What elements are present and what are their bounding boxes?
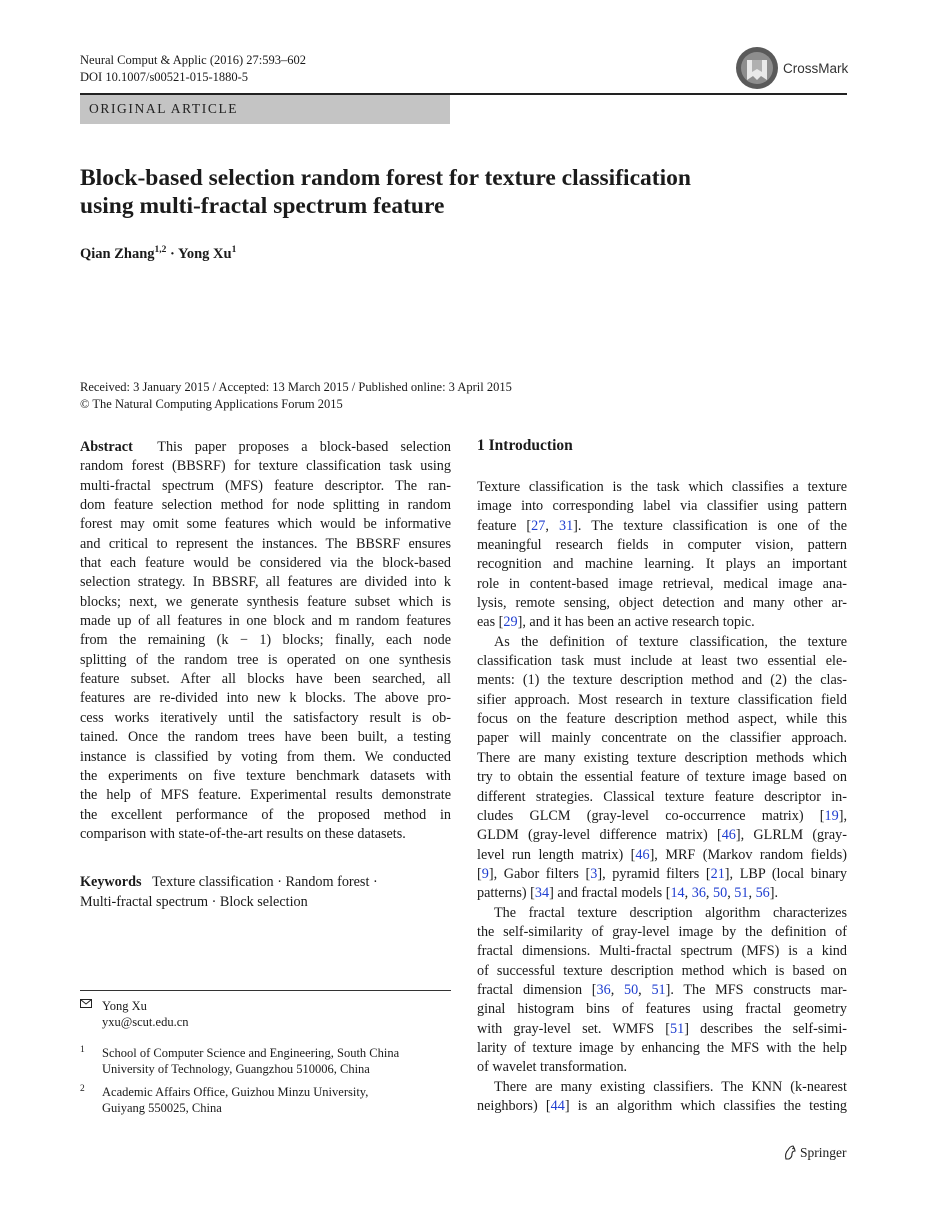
abstract-line: comparison with state-of-the-art results on these datasets. bbox=[80, 825, 406, 842]
citation-link[interactable]: 19 bbox=[824, 807, 839, 824]
author-name[interactable]: Qian Zhang bbox=[80, 245, 155, 262]
abstract-line: instance is classified by voting from them. We conducted bbox=[80, 748, 451, 765]
title-line-1: Block-based selection random forest for texture classification bbox=[80, 165, 691, 191]
citation-link[interactable]: 50 bbox=[623, 981, 639, 998]
citation-link[interactable]: 21 bbox=[710, 865, 725, 882]
footnote-rule bbox=[80, 990, 451, 991]
abstract bbox=[80, 438, 451, 844]
corresponding-email[interactable]: yxu@scut.edu.cn bbox=[102, 1015, 189, 1029]
body-line: paper will mainly concentrate on the classifier approach. bbox=[477, 730, 847, 747]
crossmark-badge[interactable] bbox=[735, 46, 855, 90]
body-line: larity of texture image by enhancing the MFS with the help bbox=[477, 1039, 847, 1056]
publication-dates bbox=[80, 379, 512, 413]
body-line: lysis, remote sensing, object detection and many other ar- bbox=[477, 595, 847, 612]
body-line: image into corresponding label via classifier using pattern bbox=[477, 498, 847, 515]
body-line: Texture classification is the task which classifies a texture bbox=[477, 479, 847, 495]
paper-title bbox=[80, 164, 850, 220]
body-line: try to obtain the essential feature of texture image based on bbox=[477, 769, 847, 786]
body-line: of wavelet transformation. bbox=[477, 1059, 628, 1076]
citation-link[interactable]: 50 bbox=[713, 885, 728, 902]
citation-link[interactable]: 56 bbox=[755, 885, 770, 902]
citation-link[interactable]: 31 bbox=[558, 517, 574, 534]
affiliation-number: 1 bbox=[80, 1045, 85, 1055]
body-line: GLDM (gray-level difference matrix) [46], GLRLM (gray- bbox=[477, 827, 847, 844]
doi[interactable]: DOI 10.1007/s00521-015-1880-5 bbox=[80, 70, 249, 84]
body-line: of successful texture description method which is based on bbox=[477, 962, 847, 979]
body-line: There are many existing texture description methods which bbox=[477, 749, 847, 766]
article-type-banner bbox=[80, 95, 450, 124]
citation-link[interactable]: 44 bbox=[550, 1098, 565, 1114]
affiliation-line: School of Computer Science and Engineering, South China bbox=[102, 1046, 400, 1060]
body-line: patterns) [34] and fractal models [14, 36, 50, 51, 56]. bbox=[477, 885, 779, 902]
affiliation-line: University of Technology, Guangzhou 510006, China bbox=[102, 1062, 370, 1076]
citation-link[interactable]: 3 bbox=[590, 865, 598, 882]
keywords-label: Keywords bbox=[80, 874, 142, 890]
body-line: [9], Gabor filters [3], pyramid filters [21], LBP (local binary bbox=[477, 865, 847, 882]
citation-link[interactable]: 36 bbox=[596, 981, 611, 998]
body-line: cludes GLCM (gray-level co-occurrence matrix) [19], bbox=[477, 807, 847, 824]
abstract-line: made up of all features in one block and m random features bbox=[80, 613, 451, 630]
abstract-label: Abstract bbox=[80, 439, 133, 455]
abstract-line: feature subset. After all blocks have been searched, all bbox=[80, 671, 451, 688]
author-list bbox=[80, 245, 236, 263]
body-line: different strategies. Classical texture feature descriptor in- bbox=[477, 788, 847, 805]
body-line: As the definition of texture classification, the texture bbox=[494, 633, 847, 650]
body-line: meaningful research fields in computer vision, pattern bbox=[477, 537, 847, 554]
springer-horse-icon bbox=[783, 1145, 797, 1160]
publisher-name: Springer bbox=[800, 1145, 847, 1160]
author-affiliation-marker: 1 bbox=[231, 245, 237, 255]
history-dates: Received: 3 January 2015 / Accepted: 13 March 2015 / Published online: 3 April 2015 bbox=[80, 380, 512, 394]
keywords-line-2: Multi-fractal spectrum · Block selection bbox=[80, 893, 308, 910]
body-line: fractal dimension [36, 50, 51]. The MFS constructs mar- bbox=[477, 981, 848, 998]
body-line: focus on the feature description method aspect, while this bbox=[477, 711, 847, 728]
abstract-line: features are re-divided into new k blocks. The above pro- bbox=[80, 690, 451, 707]
body-line: eas [29], and it has been an active research topic. bbox=[477, 614, 755, 631]
body-line: The fractal texture description algorithm characterizes bbox=[494, 904, 847, 921]
author-affiliation-marker: 1,2 bbox=[154, 245, 167, 255]
author-separator: · bbox=[166, 245, 178, 262]
abstract-line: multi-fractal spectrum (MFS) feature descriptor. The ran- bbox=[80, 477, 451, 494]
citation-link[interactable]: 34 bbox=[534, 885, 550, 902]
crossmark-icon bbox=[735, 46, 779, 90]
body-line: recognition and machine learning. It plays an important bbox=[477, 556, 847, 573]
body-line: sifier approach. Most research in texture classification field bbox=[477, 691, 847, 708]
body-line: fractal dimensions. Multi-fractal spectrum (MFS) is a kind bbox=[477, 943, 847, 960]
keywords bbox=[80, 873, 451, 912]
citation-link[interactable]: 51 bbox=[670, 1020, 685, 1037]
citation-link[interactable]: 14 bbox=[670, 885, 685, 902]
abstract-line: from the remaining (k − 1) blocks; finally, each node bbox=[80, 632, 451, 649]
abstract-line: that each feature would be considered via the block-based bbox=[80, 555, 451, 572]
abstract-line: selection strategy. In BBSRF, all features are divided into k bbox=[80, 574, 451, 591]
abstract-line: Abstract This paper proposes a block-based selection bbox=[80, 439, 451, 455]
abstract-line: cess works iteratively until the satisfactory result is ob- bbox=[80, 709, 451, 726]
publisher-logo bbox=[783, 1145, 847, 1161]
body-line: level run length matrix) [46], MRF (Markov random fields) bbox=[477, 846, 847, 863]
author-name[interactable]: Yong Xu bbox=[177, 245, 232, 262]
citation-link[interactable]: 27 bbox=[531, 517, 546, 534]
citation-link[interactable]: 29 bbox=[503, 614, 518, 631]
title-line-2: using multi-fractal spectrum feature bbox=[80, 193, 445, 219]
abstract-line: blocks; next, we generate synthesis feature subset which is bbox=[80, 593, 451, 610]
body-line: ments: (1) the texture description method and (2) the clas- bbox=[477, 672, 847, 689]
body-line: ginal histogram bins of features using fractal geometry bbox=[477, 1001, 847, 1018]
affiliation-number: 2 bbox=[80, 1084, 85, 1094]
copyright: © The Natural Computing Applications Forum 2015 bbox=[80, 397, 343, 411]
body-line: feature [27, 31]. The texture classification is one of the bbox=[477, 517, 848, 534]
affiliation-line: Guiyang 550025, China bbox=[102, 1101, 222, 1115]
abstract-line: dom feature selection method for node splitting in random bbox=[80, 497, 451, 514]
keywords-line-1: Keywords Texture classification · Random forest · bbox=[80, 874, 378, 890]
body-line: with gray-level set. WMFS [51] describes the self-simi- bbox=[477, 1020, 847, 1037]
journal-info bbox=[80, 52, 306, 86]
section-heading-introduction: 1 Introduction bbox=[477, 437, 573, 454]
citation-link[interactable]: 51 bbox=[734, 885, 749, 902]
citation-link[interactable]: 46 bbox=[721, 827, 736, 844]
body-line: the self-similarity of gray-level image by the definition of bbox=[477, 923, 847, 940]
abstract-line: the help of MFS feature. Experimental results demonstrate bbox=[80, 787, 451, 804]
envelope-icon bbox=[80, 999, 92, 1008]
affiliation-line: Academic Affairs Office, Guizhou Minzu University, bbox=[102, 1085, 369, 1099]
body-line: There are many existing classifiers. The KNN (k-nearest bbox=[494, 1078, 847, 1095]
abstract-line: the experiments on five texture benchmark datasets with bbox=[80, 767, 451, 784]
abstract-line: forest may omit some features which would be informative bbox=[80, 516, 451, 533]
corresponding-name: Yong Xu bbox=[102, 999, 147, 1013]
abstract-line: and critical to represent the instances. The BBSRF ensures bbox=[80, 535, 451, 552]
crossmark-label: CrossMark bbox=[783, 61, 849, 76]
abstract-line: the excellent performance of the proposed method in bbox=[80, 806, 451, 823]
introduction-body bbox=[477, 478, 847, 1116]
article-type-label: ORIGINAL ARTICLE bbox=[89, 101, 239, 116]
citation-link[interactable]: 9 bbox=[481, 865, 489, 882]
journal-citation: Neural Comput & Applic (2016) 27:593–602 bbox=[80, 53, 307, 67]
citation-link[interactable]: 51 bbox=[651, 981, 666, 998]
abstract-line: splitting of the random tree is operated on one synthesis bbox=[80, 651, 451, 668]
citation-link[interactable]: 46 bbox=[635, 846, 650, 863]
abstract-line: random forest (BBSRF) for texture classification task using bbox=[80, 458, 451, 475]
body-line: neighbors) [44] is an algorithm which classifies the testing bbox=[477, 1098, 848, 1114]
abstract-line: tained. Once the random trees have been built, a testing bbox=[80, 729, 451, 746]
body-line: classification task must include at least two essential ele- bbox=[477, 653, 847, 670]
body-line: role in content-based image retrieval, medical image ana- bbox=[477, 575, 847, 592]
citation-link[interactable]: 36 bbox=[691, 885, 706, 902]
